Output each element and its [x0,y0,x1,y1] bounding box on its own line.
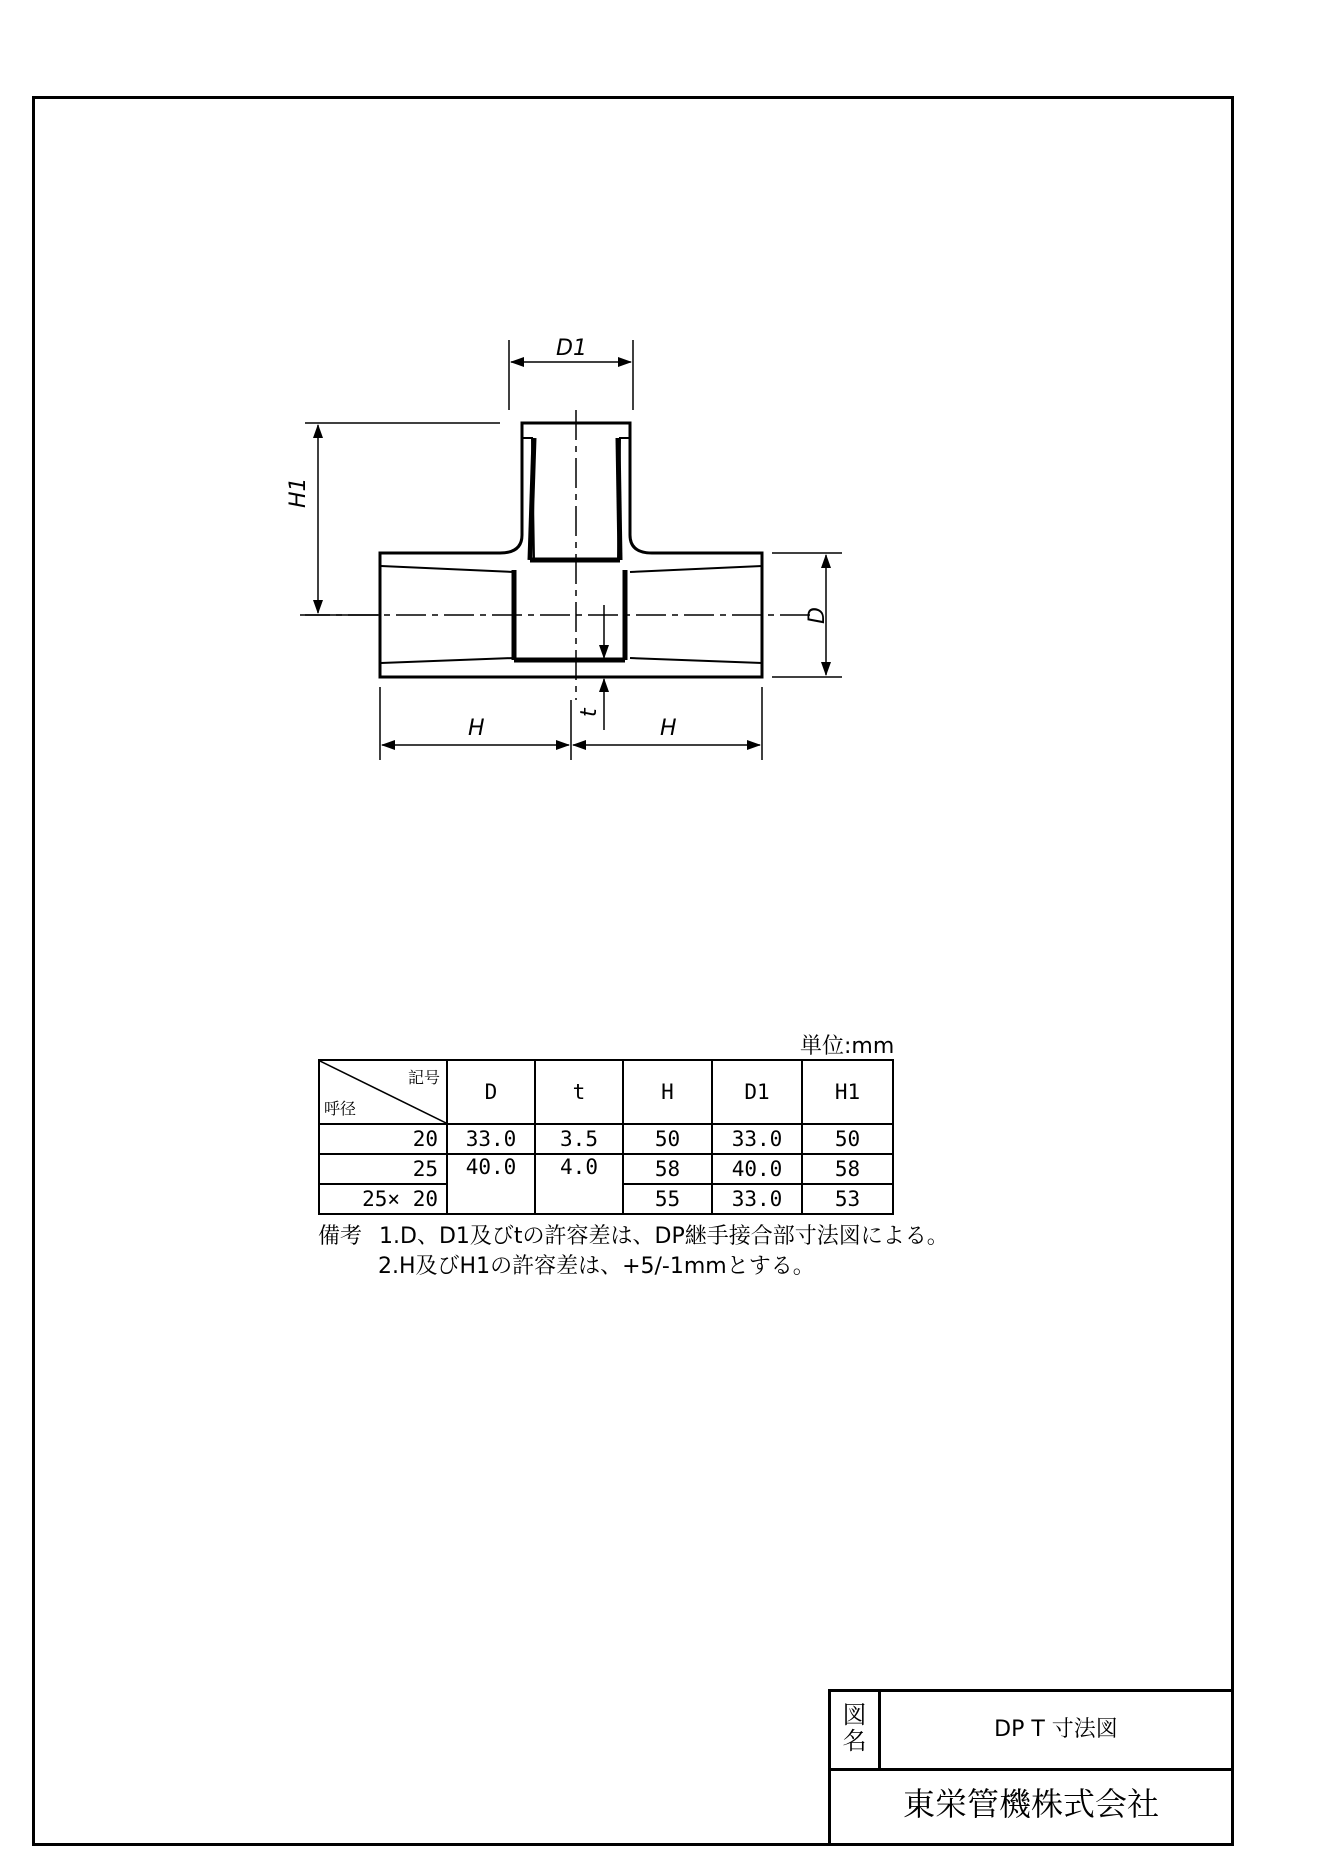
row-size: 20 [319,1124,447,1154]
dim-label-d: D [805,607,830,624]
column-header-d1: D1 [712,1060,802,1124]
title-block-name-row [828,1689,1234,1771]
dim-label-d1: D1 [556,336,587,361]
remarks-label: 備考 [318,1224,363,1249]
cell-h: 55 [623,1184,712,1214]
cell-d: 33.0 [447,1124,535,1154]
cell-h: 58 [623,1154,712,1184]
column-header-t: t [535,1060,623,1124]
row-size: 25× 20 [319,1184,447,1214]
corner-bottom-label: 呼径 [324,1099,357,1118]
column-header-h1: H1 [802,1060,893,1124]
column-header-d: D [447,1060,535,1124]
cell-d1: 33.0 [712,1184,802,1214]
remark-line-1 [318,1222,949,1252]
cell-h1: 50 [802,1124,893,1154]
cell-d1: 40.0 [712,1154,802,1184]
drawing-name: DP T 寸法図 [994,1717,1118,1742]
tee-inner-lines [380,423,762,663]
cell-h: 50 [623,1124,712,1154]
company-name: 東栄管機株式会社 [902,1785,1159,1823]
center-lines [300,410,810,700]
remark-item: 2.H及びH1の許容差は、+5/-1mmとする。 [378,1254,815,1279]
cell-d1: 33.0 [712,1124,802,1154]
cell-t: 4.0 [535,1154,623,1214]
cell-d: 40.0 [447,1154,535,1214]
cell-h1: 58 [802,1154,893,1184]
table-corner-cell [319,1060,447,1124]
remark-line-2 [318,1252,949,1282]
corner-top-label: 記号 [407,1068,440,1087]
remark-item: 1.D、D1及びtの許容差は、DP継手接合部寸法図による。 [379,1224,949,1249]
cell-h1: 53 [802,1184,893,1214]
remarks [318,1222,949,1282]
table-row [319,1124,893,1154]
dim-label-h-right: H [660,716,677,741]
dimension-lines [305,340,842,760]
cell-t: 3.5 [535,1124,623,1154]
drawing-name-label [831,1692,881,1768]
unit-label: 単位:mm [800,1034,895,1059]
tee-outline [380,423,762,677]
dim-label-h-left: H [468,716,485,741]
table-row [319,1154,893,1184]
tee-stop-shoulders [514,438,625,660]
column-header-h: H [623,1060,712,1124]
name-label-char-1: 図 [842,1701,867,1729]
title-block-company-row [828,1768,1234,1846]
dimensions-table [318,1059,894,1215]
row-size: 25 [319,1154,447,1184]
name-label-char-2: 名 [842,1727,867,1755]
dim-label-h1: H1 [286,477,311,508]
dim-label-t: t [577,708,602,717]
